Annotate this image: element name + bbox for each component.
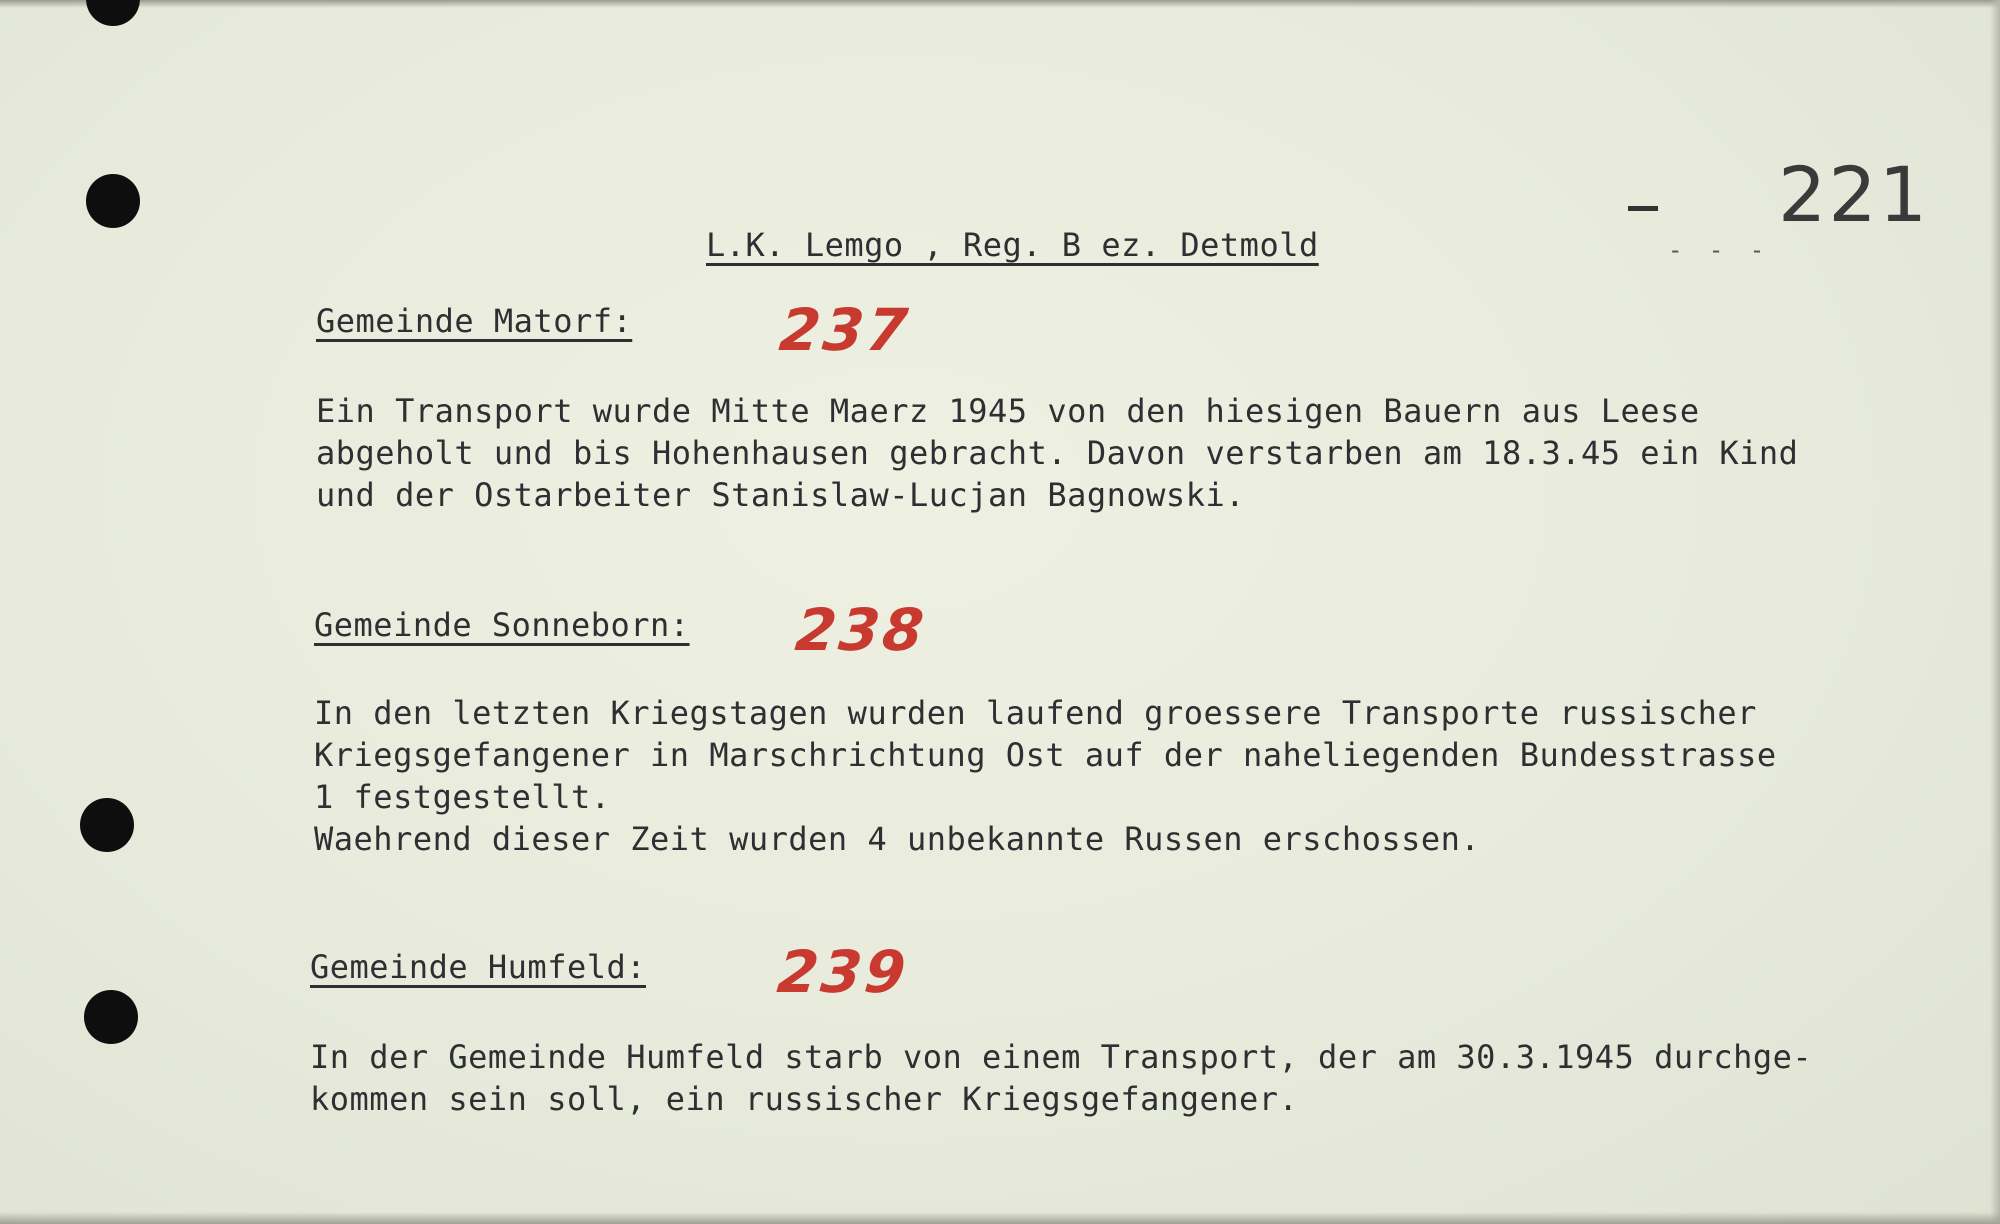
card-bottom-edge <box>0 1212 2000 1224</box>
punch-hole <box>80 798 134 852</box>
section-text <box>314 692 1777 860</box>
text-line: Waehrend dieser Zeit wurden 4 unbekannte Russen erschossen. <box>314 820 1481 858</box>
section-number: 239 <box>774 938 912 1006</box>
section-heading: Gemeinde Humfeld: <box>310 948 647 986</box>
section-text <box>316 390 1798 516</box>
section-heading: Gemeinde Matorf: <box>316 302 633 340</box>
text-line: Kriegsgefangener in Marschrichtung Ost auf der naheliegenden Bundesstrasse <box>314 736 1777 774</box>
page-number: 221 <box>1778 150 1930 239</box>
section-heading: Gemeinde Sonneborn: <box>314 606 690 644</box>
punch-hole <box>84 990 138 1044</box>
punch-hole <box>86 174 140 228</box>
text-line: und der Ostarbeiter Stanislaw-Lucjan Bagnowski. <box>316 476 1245 514</box>
section-number: 238 <box>792 596 930 664</box>
text-line: Ein Transport wurde Mitte Maerz 1945 von den hiesigen Bauern aus Leese <box>316 392 1700 430</box>
text-line: In der Gemeinde Humfeld starb von einem Transport, der am 30.3.1945 durchge- <box>310 1038 1813 1076</box>
text-line: 1 festgestellt. <box>314 778 611 816</box>
section-number: 237 <box>776 296 914 364</box>
card-top-edge <box>0 0 2000 8</box>
section-text <box>310 1036 1812 1120</box>
text-line: abgeholt und bis Hohenhausen gebracht. Davon verstarben am 18.3.45 ein Kind <box>316 434 1799 472</box>
document-title: L.K. Lemgo , Reg. B ez. Detmold <box>706 226 1319 264</box>
punch-hole <box>86 0 140 26</box>
card-right-edge <box>1990 0 2000 1224</box>
pencil-dash-mark <box>1628 206 1658 211</box>
text-line: kommen sein soll, ein russischer Kriegsgefangener. <box>310 1080 1299 1118</box>
dash-dots: - - - <box>1668 236 1771 264</box>
text-line: In den letzten Kriegstagen wurden laufend groessere Transporte russischer <box>314 694 1757 732</box>
